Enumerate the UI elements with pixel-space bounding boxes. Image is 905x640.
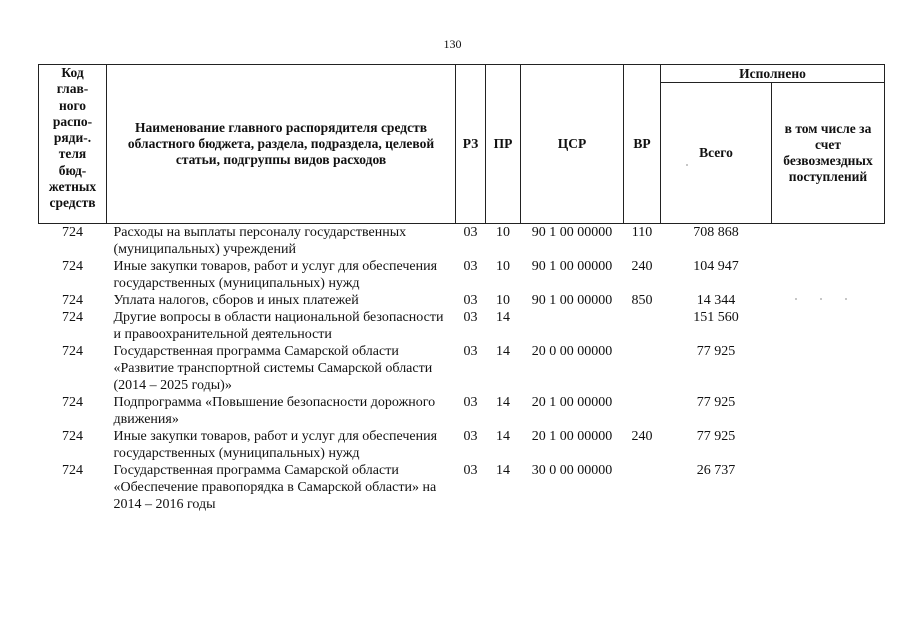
cell-total: 708 868 [693, 225, 739, 240]
cell-name: Подпрограмма «Повышение безопасности дорожного движения» [113, 395, 436, 427]
scan-speck [845, 298, 847, 300]
cell-including-grants [772, 258, 885, 292]
table-row [39, 343, 885, 394]
header-code-line: ного [58, 97, 87, 113]
cell-total: 77 925 [696, 344, 736, 359]
header-code-line: бюд- [58, 162, 87, 178]
cell-pr: 14 [496, 395, 510, 410]
cell-total: 77 925 [696, 429, 736, 444]
cell-pr: 14 [496, 429, 510, 444]
header-name: Наименование главного распорядителя средств областного бюджета, раздела, подраздела, целевой статьи, подгруппы видов расходов [107, 65, 456, 224]
cell-name: Государственная программа Самарской области «Обеспечение правопорядка в Самарской области» на 2014 – 2016 годы [113, 463, 437, 512]
cell-including-grants [772, 309, 885, 343]
cell-total: 151 560 [693, 310, 739, 325]
budget-execution-table [38, 64, 885, 513]
cell-including-grants [772, 462, 885, 513]
cell-code: 724 [62, 259, 83, 274]
header-rz: РЗ [456, 65, 486, 224]
cell-rz: 03 [463, 463, 478, 478]
cell-code: 724 [62, 395, 83, 410]
cell-total: 14 344 [696, 293, 736, 308]
cell-rz: 03 [463, 293, 478, 308]
cell-total: 77 925 [696, 395, 736, 410]
scan-speck [820, 298, 822, 300]
cell-vr [624, 343, 661, 394]
cell-including-grants [772, 224, 885, 259]
cell-code: 724 [62, 310, 83, 325]
cell-name: Государственная программа Самарской области «Развитие транспортной системы Самарской области (2014 – 2025 годы)» [113, 344, 433, 393]
cell-code: 724 [62, 463, 83, 478]
cell-name: Иные закупки товаров, работ и услуг для обеспечения государственных (муниципальных) нужд [113, 429, 438, 461]
cell-total: 26 737 [696, 463, 736, 478]
cell-rz: 03 [463, 259, 478, 274]
header-code-line: теля [58, 146, 87, 162]
cell-csr: 90 1 00 00000 [531, 293, 613, 308]
cell-pr: 10 [496, 293, 510, 308]
table-row [39, 258, 885, 292]
header-total: Всего [661, 83, 772, 224]
header-code [39, 65, 107, 224]
header-code-line: распо- [52, 113, 93, 129]
cell-total: 104 947 [693, 259, 739, 274]
cell-csr: 20 0 00 00000 [531, 344, 613, 359]
cell-pr: 14 [496, 310, 510, 325]
cell-rz: 03 [463, 310, 478, 325]
cell-vr [624, 394, 661, 428]
cell-including-grants [772, 343, 885, 394]
table-row [39, 224, 885, 259]
header-csr: ЦСР [521, 65, 624, 224]
header-vr: ВР [624, 65, 661, 224]
cell-vr: 240 [631, 259, 653, 274]
cell-pr: 14 [496, 463, 510, 478]
header-code-line: средств [49, 195, 96, 211]
cell-csr: 30 0 00 00000 [531, 463, 613, 478]
cell-including-grants [772, 292, 885, 309]
cell-name: Расходы на выплаты персоналу государственных (муниципальных) учреждений [113, 225, 407, 257]
cell-pr: 10 [496, 225, 510, 240]
cell-code: 724 [62, 344, 83, 359]
table-row [39, 292, 885, 309]
table-row [39, 462, 885, 513]
cell-vr: 110 [631, 225, 653, 240]
cell-vr: 240 [631, 429, 653, 444]
table-row [39, 394, 885, 428]
scan-speck [686, 164, 688, 166]
cell-name: Уплата налогов, сборов и иных платежей [113, 293, 359, 308]
cell-code: 724 [62, 293, 83, 308]
cell-including-grants [772, 394, 885, 428]
cell-csr [521, 309, 624, 343]
cell-rz: 03 [463, 429, 478, 444]
cell-csr: 90 1 00 00000 [531, 225, 613, 240]
cell-rz: 03 [463, 344, 478, 359]
header-code-line: ряди-. [53, 130, 92, 146]
cell-including-grants [772, 428, 885, 462]
cell-name: Другие вопросы в области национальной безопасности и правоохранительной деятельности [113, 310, 444, 342]
table-row [39, 428, 885, 462]
header-executed: Исполнено [661, 65, 885, 83]
cell-csr: 20 1 00 00000 [531, 395, 613, 410]
header-code-line: глав- [56, 81, 89, 97]
header-code-line: жетных [48, 179, 97, 195]
cell-code: 724 [62, 429, 83, 444]
header-code-line: Код [61, 65, 84, 80]
cell-pr: 10 [496, 259, 510, 274]
header-pr: ПР [486, 65, 521, 224]
cell-vr [624, 309, 661, 343]
cell-code: 724 [62, 225, 83, 240]
cell-pr: 14 [496, 344, 510, 359]
cell-name: Иные закупки товаров, работ и услуг для обеспечения государственных (муниципальных) нужд [113, 259, 438, 291]
cell-vr [624, 462, 661, 513]
cell-vr: 850 [631, 293, 653, 308]
header-including-grants: в том числе за счет безвозмездных поступлений [772, 83, 885, 224]
cell-rz: 03 [463, 225, 478, 240]
scan-speck [795, 298, 797, 300]
cell-csr: 90 1 00 00000 [531, 259, 613, 274]
cell-rz: 03 [463, 395, 478, 410]
page-number: 130 [443, 37, 462, 51]
cell-csr: 20 1 00 00000 [531, 429, 613, 444]
table-row [39, 309, 885, 343]
